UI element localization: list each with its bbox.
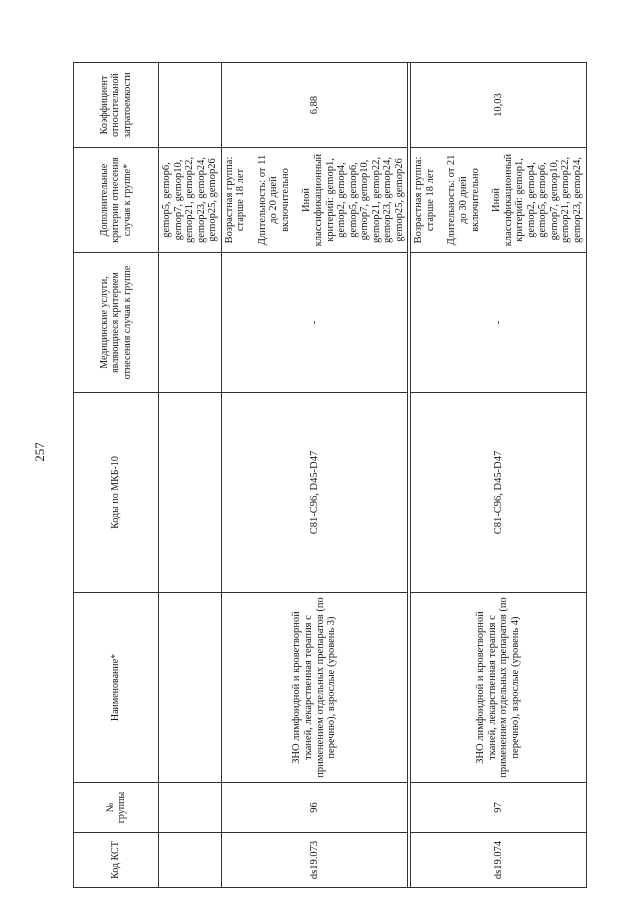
cell-name: ЗНО лимфоидной и кроветворной тканей, лекарственная терапия с применением отдельных препаратов (по перечню), взрослые (уровень 4): [411, 593, 586, 783]
cell-empty: [159, 63, 222, 148]
header-code: Код КСТ: [74, 833, 159, 888]
criteria-other: Иной классификационный критерий: gemop1, gemop2, gemop4, gemop5, gemop6, gemop7, gemop10, gemop21, gemop22, gemop23, gemop24, gemop25, gemop26: [301, 153, 405, 247]
cell-name: ЗНО лимфоидной и кроветворной тканей, лекарственная терапия с применением отдельных препаратов (по перечню), взрослые (уровень 3): [221, 593, 408, 783]
page-number: 257: [32, 442, 47, 462]
header-mkb: Коды по МКБ-10: [74, 393, 159, 593]
cell-criteria: [411, 148, 586, 253]
cell-empty: [159, 253, 222, 393]
cell-code: ds19.074: [411, 833, 586, 888]
cell-coef: 10,03: [411, 63, 586, 148]
criteria-other: Иной классификационный критерий: gemop1, gemop2, gemop4, gemop5, gemop6, gemop7, gemop10, gemop21, gemop22, gemop23, gemop24,: [491, 153, 583, 247]
tariff-table-sheet: [73, 63, 583, 888]
cell-coef: 6,88: [221, 63, 408, 148]
criteria-duration: Длительность: от 11 до 20 дней включительно: [256, 154, 291, 246]
cell-empty: [159, 783, 222, 833]
table-row-continuation: [159, 63, 222, 888]
cell-services: -: [221, 253, 408, 393]
header-name: Наименование*: [74, 593, 159, 783]
criteria-age: Возрастная группа: старше 18 лет: [223, 156, 247, 244]
header-services: Медицинские услуги, являющиеся критерием отнесения случая к группе: [74, 253, 159, 393]
cell-code: ds19.073: [221, 833, 408, 888]
cell-mkb: C81-C96, D45-D47: [221, 393, 408, 593]
header-criteria: Дополнительные критерии отнесения случая к группе*: [74, 148, 159, 253]
cell-group-num: 96: [221, 783, 408, 833]
cell-criteria: [221, 148, 408, 253]
table-row: [221, 63, 408, 888]
criteria-age: Возрастная группа: старше 18 лет: [413, 156, 436, 244]
criteria-duration: Длительность: от 21 до 30 дней включительно: [446, 154, 481, 246]
table-header-row: [74, 63, 159, 888]
cell-empty: [159, 393, 222, 593]
header-coef: Коэффициент относительной затратоемкости: [74, 63, 159, 148]
cell-criteria-continuation: gemop5, gemop6, gemop7, gemop10, gemop21, gemop22, gemop23, gemop24, gemop25, gemop26: [159, 148, 222, 253]
cell-empty: [159, 593, 222, 783]
header-group-num: № группы: [74, 783, 159, 833]
cell-mkb: C81-C96, D45-D47: [411, 393, 586, 593]
cell-empty: [159, 833, 222, 888]
table-row: [411, 63, 586, 888]
cell-group-num: 97: [411, 783, 586, 833]
kst-groups-table: [73, 62, 587, 888]
cell-services: -: [411, 253, 586, 393]
